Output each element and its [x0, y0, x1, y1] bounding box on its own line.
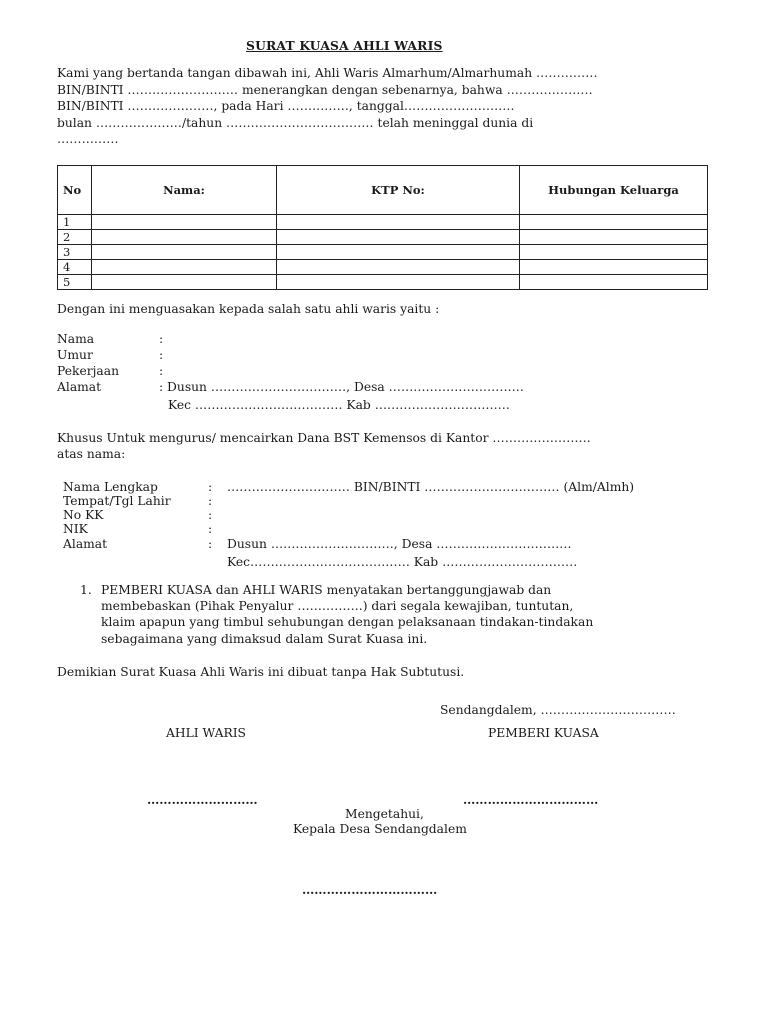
hubungan-cell[interactable] — [520, 215, 708, 230]
grantee-pekerjaan-label: Pekerjaan — [57, 364, 120, 378]
signature-label-ahli-waris: AHLI WARIS — [166, 726, 246, 740]
intro-line-2: BIN/BINTI ……………………… menerangkan dengan sebenarnya, bahwa ………………… — [57, 83, 593, 97]
clause-line-4: sebagaimana yang dimaksud dalam Surat Kuasa ini. — [101, 632, 428, 646]
table-row — [58, 260, 708, 275]
col-header-nama: Nama: — [92, 166, 277, 215]
beneficiary-kk-colon: : — [208, 508, 213, 522]
beneficiary-alamat-label: Alamat — [63, 537, 108, 551]
clause-line-1: PEMBERI KUASA dan AHLI WARIS menyatakan bertanggungjawab dan — [101, 583, 552, 597]
grantee-alamat-label: Alamat — [57, 380, 102, 394]
beneficiary-alamat-line-2: Kec………………………………… Kab …………………………… — [227, 555, 578, 569]
signature-line-kepala-desa[interactable]: …………………………… — [302, 882, 438, 897]
heirs-table — [57, 165, 708, 290]
table-header-row — [58, 166, 708, 215]
beneficiary-nama-label: Nama Lengkap — [63, 480, 158, 494]
signature-line-pemberi-kuasa[interactable]: …………………………… — [463, 792, 599, 807]
beneficiary-nama-value: ………………………… BIN/BINTI …………………………… (Alm/Almh) — [227, 480, 635, 494]
grantee-alamat-line-2: Kec ……………………………… Kab …………………………… — [168, 398, 510, 412]
grantee-pekerjaan-colon: : — [159, 364, 164, 378]
row-number: 5 — [58, 275, 92, 290]
row-number: 3 — [58, 245, 92, 260]
table-row — [58, 230, 708, 245]
beneficiary-nama-colon: : — [208, 480, 213, 494]
grantee-alamat-line-1: : Dusun ……………………………, Desa …………………………… — [159, 380, 524, 394]
row-number: 1 — [58, 215, 92, 230]
table-row — [58, 215, 708, 230]
hubungan-cell[interactable] — [520, 230, 708, 245]
grantee-umur-label: Umur — [57, 348, 93, 362]
ktp-cell[interactable] — [277, 215, 520, 230]
signature-line-ahli-waris[interactable]: ……………………… — [147, 792, 258, 807]
nama-cell[interactable] — [92, 275, 277, 290]
ktp-cell[interactable] — [277, 275, 520, 290]
table-row — [58, 275, 708, 290]
beneficiary-nik-colon: : — [208, 522, 213, 536]
hubungan-cell[interactable] — [520, 245, 708, 260]
nama-cell[interactable] — [92, 230, 277, 245]
grantee-umur-colon: : — [159, 348, 164, 362]
intro-line-1: Kami yang bertanda tangan dibawah ini, Ahli Waris Almarhum/Almarhumah …………… — [57, 66, 598, 80]
col-header-no: No — [58, 166, 92, 215]
beneficiary-alamat-line-1: Dusun …………………………, Desa …………………………… — [227, 537, 572, 551]
place-date: Sendangdalem, …………………………… — [440, 703, 676, 717]
col-header-ktp: KTP No: — [277, 166, 520, 215]
hubungan-cell[interactable] — [520, 275, 708, 290]
signature-label-pemberi-kuasa: PEMBERI KUASA — [488, 726, 599, 740]
beneficiary-alamat-colon: : — [208, 537, 213, 551]
row-number: 4 — [58, 260, 92, 275]
clause-line-3: klaim apapun yang timbul sehubungan dengan pelaksanaan tindakan-tindakan — [101, 615, 594, 629]
grantee-nama-label: Nama — [57, 332, 95, 346]
nama-cell[interactable] — [92, 245, 277, 260]
hubungan-cell[interactable] — [520, 260, 708, 275]
nama-cell[interactable] — [92, 260, 277, 275]
beneficiary-ttl-label: Tempat/Tgl Lahir — [63, 494, 171, 508]
clause-line-2: membebaskan (Pihak Penyalur …………….) dari segala kewajiban, tuntutan, — [101, 599, 574, 613]
ktp-cell[interactable] — [277, 260, 520, 275]
beneficiary-ttl-colon: : — [208, 494, 213, 508]
intro-line-4: bulan …………………/tahun ……………………………… telah meninggal dunia di — [57, 116, 534, 130]
intro-line-3: BIN/BINTI …………………, pada Hari ……………, tanggal……………………… — [57, 99, 515, 113]
grant-intro: Dengan ini menguasakan kepada salah satu ahli waris yaitu : — [57, 302, 440, 316]
row-number: 2 — [58, 230, 92, 245]
ktp-cell[interactable] — [277, 245, 520, 260]
clause-number: 1. — [80, 583, 92, 597]
grantee-nama-colon: : — [159, 332, 164, 346]
beneficiary-kk-label: No KK — [63, 508, 104, 522]
acknowledged-label: Mengetahui, — [345, 807, 424, 821]
purpose-line-1: Khusus Untuk mengurus/ mencairkan Dana BST Kemensos di Kantor …………………… — [57, 431, 591, 445]
ktp-cell[interactable] — [277, 230, 520, 245]
closing-statement: Demikian Surat Kuasa Ahli Waris ini dibuat tanpa Hak Subtutusi. — [57, 665, 465, 679]
village-head-label: Kepala Desa Sendangdalem — [293, 822, 467, 836]
purpose-line-2: atas nama: — [57, 447, 126, 461]
document-title: SURAT KUASA AHLI WARIS — [246, 38, 443, 53]
table-row — [58, 245, 708, 260]
beneficiary-nik-label: NIK — [63, 522, 88, 536]
col-header-hubungan: Hubungan Keluarga — [520, 166, 708, 215]
intro-line-5: …………… — [57, 132, 119, 146]
nama-cell[interactable] — [92, 215, 277, 230]
